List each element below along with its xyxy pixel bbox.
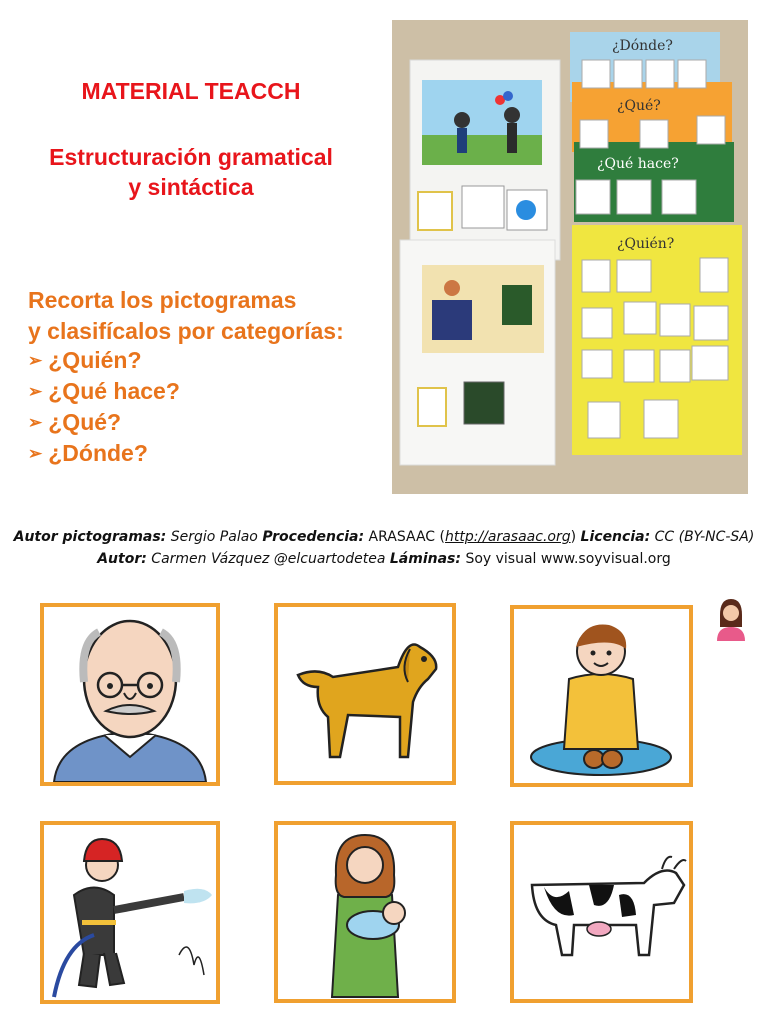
author-avatar-icon [714, 597, 748, 641]
credit-autor: Carmen Vázquez @elcuartodetea [151, 551, 386, 567]
cow-icon [514, 825, 689, 999]
teacch-material-photo [392, 20, 748, 494]
subtitle-line-2: y sintáctica [128, 174, 254, 200]
picto-card-cow[interactable] [510, 821, 693, 1003]
picto-card-boy-sitting[interactable] [510, 605, 693, 787]
credits-line-1: Autor pictogramas: Sergio Palao Procedencia: ARASAAC (http://arasaac.org) Licencia: CC (BY-NC-SA) Autor: Carmen Vázquez @elcuartodetea Láminas: Soy visual www.soyvisual.org [13, 529, 755, 567]
credit-arasaac-link[interactable]: http://arasaac.org [445, 529, 571, 545]
grandfather-icon [44, 607, 216, 782]
instructions [28, 285, 388, 347]
category-item: ➢ ¿Quién? [28, 345, 180, 376]
credit-label-autor: Autor: [97, 551, 147, 567]
credit-label-licencia: Licencia: [580, 529, 651, 545]
credit-label-procedencia: Procedencia: [262, 529, 365, 545]
credit-autor-pictogramas: Sergio Palao [170, 529, 258, 545]
arrow-bullet-icon: ➢ [28, 382, 43, 401]
credits [0, 526, 768, 570]
credit-label-laminas: Láminas: [389, 551, 461, 567]
credit-licencia: CC (BY-NC-SA) [654, 529, 755, 545]
credit-procedencia: ARASAAC ( [368, 529, 445, 545]
photo-label-donde: ¿Dónde? [612, 38, 673, 54]
dog-icon [278, 607, 452, 781]
mother-with-baby-icon [278, 825, 452, 999]
arrow-bullet-icon: ➢ [28, 444, 43, 463]
material-photo-illustration [392, 20, 748, 494]
photo-label-que: ¿Qué? [617, 98, 661, 114]
photo-label-que-hace: ¿Qué hace? [597, 156, 679, 172]
arrow-bullet-icon: ➢ [28, 351, 43, 370]
category-item: ➢ ¿Dónde? [28, 438, 180, 469]
picto-card-dog[interactable] [274, 603, 456, 785]
picto-card-mother-with-baby[interactable] [274, 821, 456, 1003]
arrow-bullet-icon: ➢ [28, 413, 43, 432]
credit-laminas: Soy visual www.soyvisual.org [465, 551, 671, 567]
firefighter-icon [44, 825, 216, 1000]
category-item: ➢ ¿Qué hace? [28, 376, 180, 407]
picto-card-firefighter[interactable] [40, 821, 220, 1004]
category-item: ➢ ¿Qué? [28, 407, 180, 438]
page-title: MATERIAL TEACCH [81, 78, 301, 104]
page-subtitle [0, 142, 382, 202]
instruction-line-2: y clasifícalos por categorías: [28, 318, 344, 344]
boy-sitting-icon [514, 609, 689, 783]
credit-label-autor-pictogramas: Autor pictogramas: [13, 529, 167, 545]
instruction-line-1: Recorta los pictogramas [28, 287, 297, 313]
picto-card-grandfather[interactable] [40, 603, 220, 786]
category-list [28, 345, 180, 469]
subtitle-line-1: Estructuración gramatical [49, 144, 333, 170]
photo-label-quien: ¿Quién? [617, 236, 675, 252]
